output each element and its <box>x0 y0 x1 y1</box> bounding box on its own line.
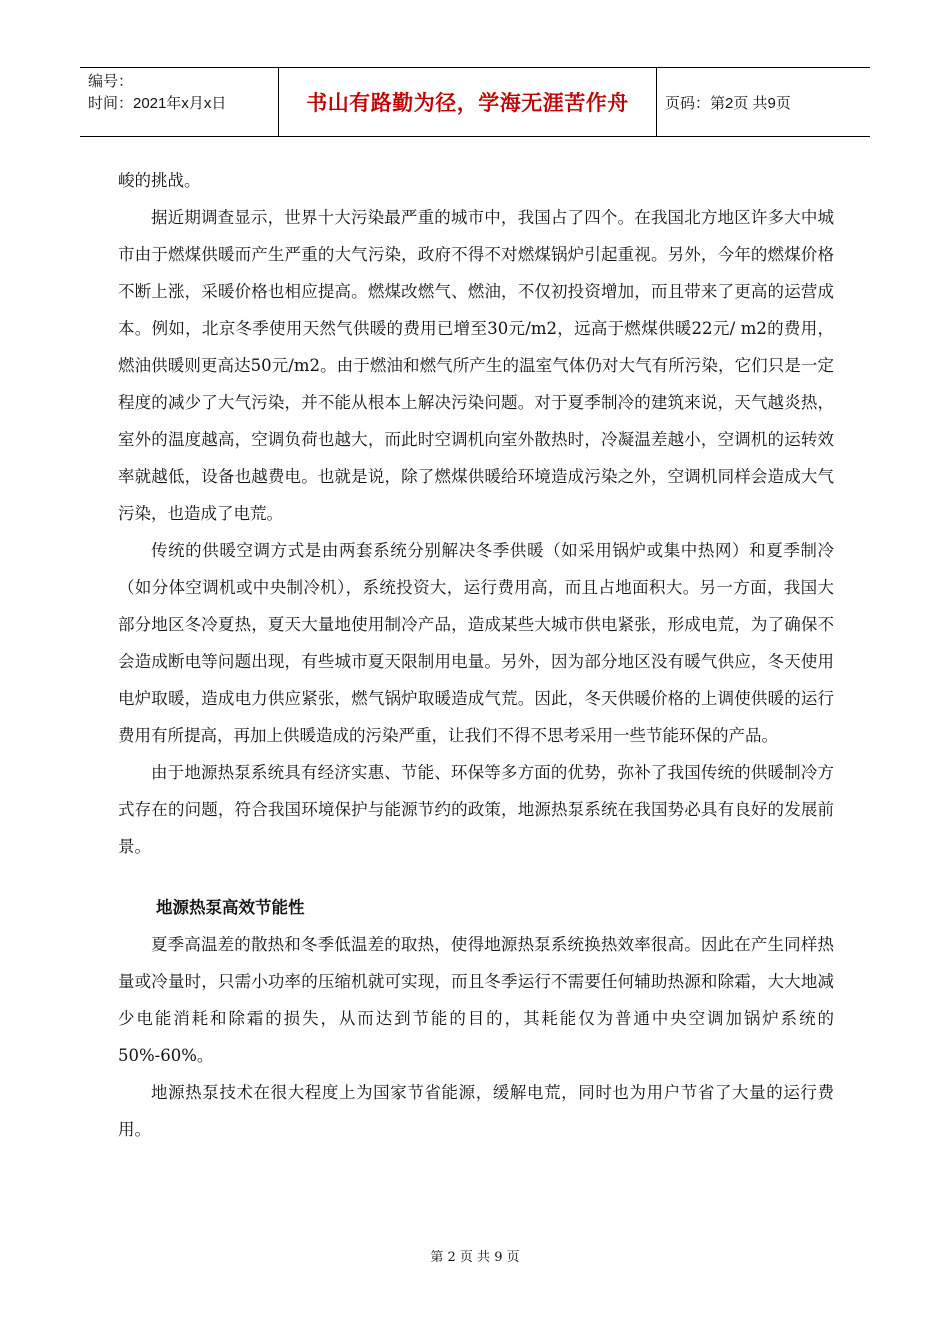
paragraph: 传统的供暖空调方式是由两套系统分别解决冬季供暖（如采用锅炉或集中热网）和夏季制冷（如分体空调机或中央制冷机），系统投资大，运行费用高，而且占地面积大。另一方面，我国大部分地区冬冷夏热，夏天大量地使用制冷产品，造成某些大城市供电紧张，形成电荒，为了确保不会造成断电等问题出现，有些城市夏天限制用电量。另外，因为部分地区没有暖气供应，冬天使用电炉取暖，造成电力供应紧张，燃气锅炉取暖造成气荒。因此，冬天供暖价格的上调使供暖的运行费用有所提高，再加上供暖造成的污染严重，让我们不得不思考采用一些节能环保的产品。 <box>118 541 834 745</box>
paragraph: 地源热泵技术在很大程度上为国家节省能源，缓解电荒，同时也为用户节省了大量的运行费用。 <box>118 1083 834 1139</box>
document-time-label: 时间：2021年x月x日 <box>88 95 227 112</box>
header-meta <box>80 68 279 136</box>
page-footer <box>0 1246 950 1265</box>
paragraph: 夏季高温差的散热和冬季低温差的取热，使得地源热泵系统换热效率很高。因此在产生同样热量或冷量时，只需小功率的压缩机就可实现，而且冬季运行不需要任何辅助热源和除霜，大大地减少电能消耗和除霜的损失，从而达到节能的目的，其耗能仅为普通中央空调加锅炉系统的50%-60%。 <box>118 935 834 1065</box>
footer-page-number: 第 2 页 共 9 页 <box>430 1250 520 1265</box>
section-heading: 地源热泵高效节能性 <box>156 898 305 917</box>
document-number-label: 编号： <box>88 73 134 90</box>
page-counter-label: 页码：第2页 共9页 <box>665 94 791 112</box>
header-page-info <box>657 68 870 136</box>
page-header <box>80 67 870 137</box>
continuation-text: 峻的挑战。 <box>118 171 201 190</box>
paragraph: 据近期调查显示，世界十大污染最严重的城市中，我国占了四个。在我国北方地区许多大中城市由于燃煤供暖而产生严重的大气污染，政府不得不对燃煤锅炉引起重视。另外，今年的燃煤价格不断上涨，采暖价格也相应提高。燃煤改燃气、燃油，不仅初投资增加，而且带来了更高的运营成本。例如，北京冬季使用天然气供暖的费用已增至30元/m2，远高于燃煤供暖22元/ m2的费用，燃油供暖则更高达50元/m2。由于燃油和燃气所产生的温室气体仍对大气有所污染，它们只是一定程度的减少了大气污染，并不能从根本上解决污染问题。对于夏季制冷的建筑来说，天气越炎热，室外的温度越高，空调负荷也越大，而此时空调机向室外散热时，冷凝温差越小，空调机的运转效率就越低，设备也越费电。也就是说，除了燃煤供暖给环境造成污染之外，空调机同样会造成大气污染，也造成了电荒。 <box>118 208 834 523</box>
paragraph: 由于地源热泵系统具有经济实惠、节能、环保等多方面的优势，弥补了我国传统的供暖制冷方式存在的问题，符合我国环境保护与能源节约的政策，地源热泵系统在我国势必具有良好的发展前景。 <box>118 763 834 856</box>
document-body <box>118 162 834 1148</box>
motto-text: 书山有路勤为径，学海无涯苦作舟 <box>306 92 629 115</box>
header-motto <box>279 68 657 136</box>
